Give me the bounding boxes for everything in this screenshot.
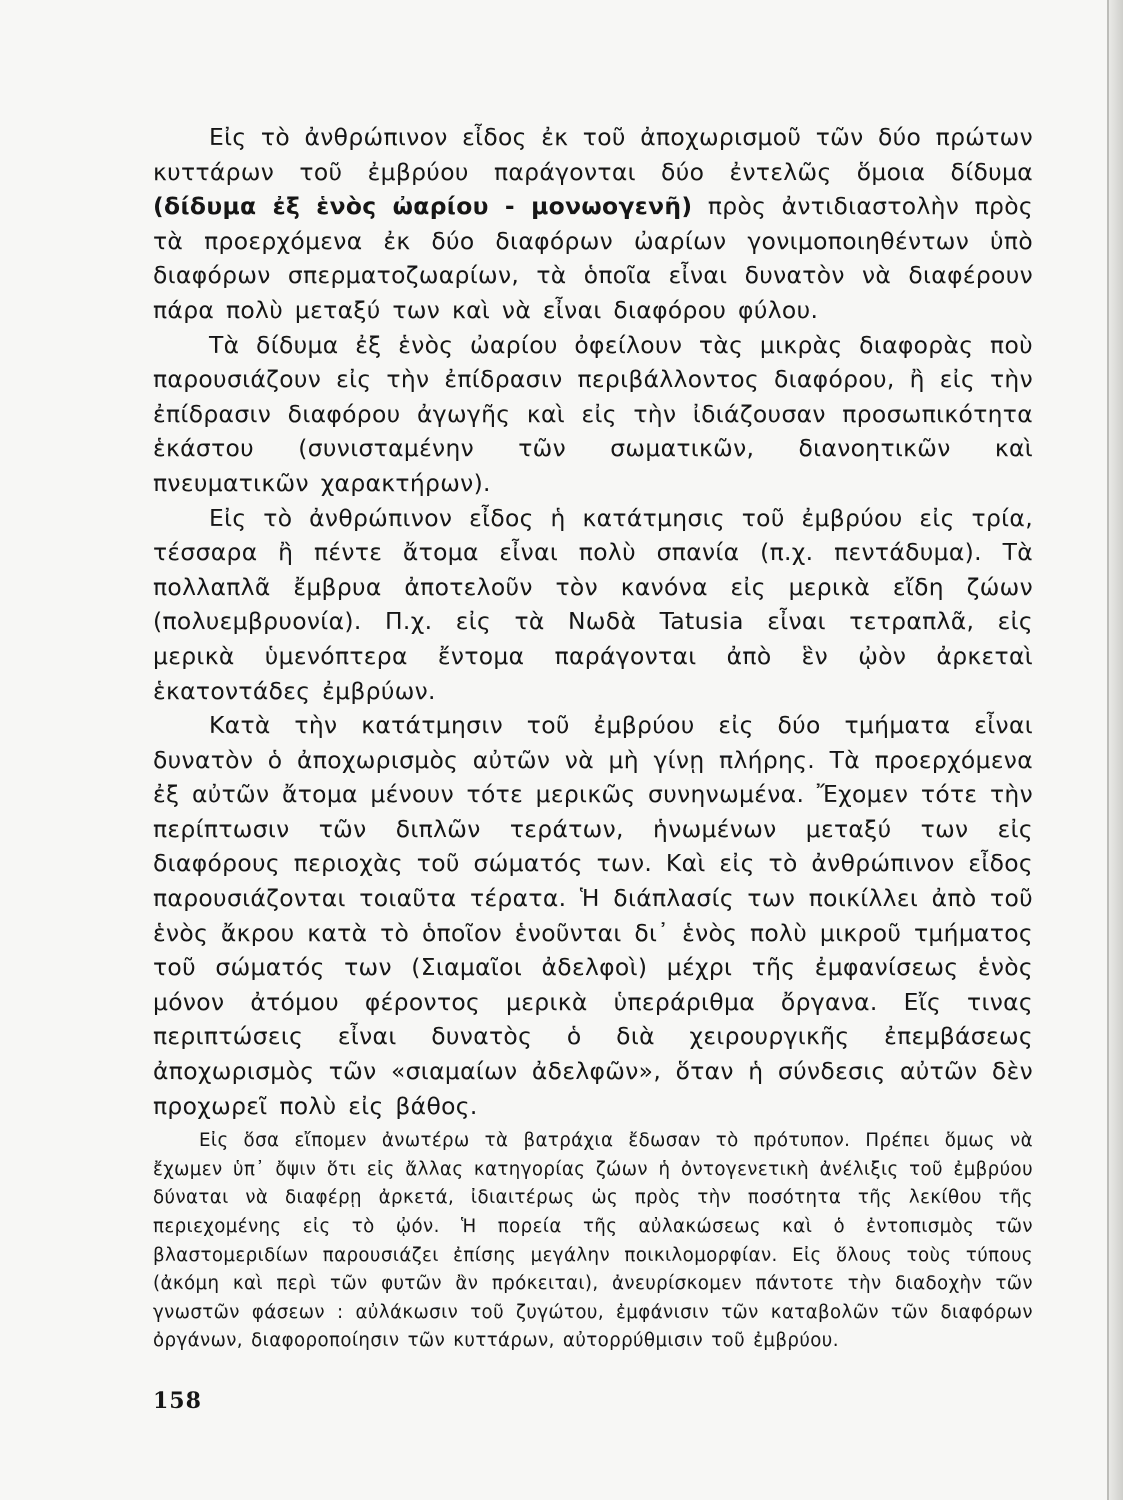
- paragraph-1-text-a: Εἰς τὸ ἀνθρώπινον εἶδος ἐκ τοῦ ἀποχωρισμοῦ τῶν δύο πρώτων κυττάρων τοῦ ἐμβρύου παράγονται δύο ἐντελῶς ὅμοια δίδυμα: [153, 123, 1033, 186]
- paragraph-5-small-print: Εἰς ὅσα εἴπομεν ἀνωτέρω τὰ βατράχια ἔδωσαν τὸ πρότυπον. Πρέπει ὅμως νὰ ἔχωμεν ὑπ᾽ ὄψιν ὅτι εἰς ἄλλας κατηγορίας ζώων ἡ ὀντογενετικὴ ἀνέλιξις τοῦ ἐμβρύου δύναται νὰ διαφέρῃ ἀρκετά, ἰδιαιτέρως ὡς πρὸς τὴν ποσότητα τῆς λεκίθου τῆς περιεχομένης εἰς τὸ ᾠόν. Ἡ πορεία τῆς αὐλακώσεως καὶ ὁ ἐντοπισμὸς τῶν βλαστομεριδίων παρουσιάζει ἐπίσης μεγάλην ποικιλομορφίαν. Εἰς ὅλους τοὺς τύπους (ἀκόμη καὶ περὶ τῶν φυτῶν ἂν πρόκειται), ἀνευρίσκομεν πάντοτε τὴν διαδοχὴν τῶν γνωστῶν φάσεων : αὐλάκωσιν τοῦ ζυγώτου, ἐμφάνισιν τῶν καταβολῶν τῶν διαφόρων ὀργάνων, διαφοροποίησιν τῶν κυττάρων, αὐτορρύθμισιν τοῦ ἐμβρύου.: [153, 1130, 1033, 1352]
- paragraph-1-text-b: πρὸς ἀντιδιαστολὴν πρὸς τὰ προερχόμενα ἐκ δύο διαφόρων ὠαρίων γονιμοποιηθέντων ὑπὸ διαφόρων σπερματοζωαρίων, τὰ ὁποῖα εἶναι δυνατὸν νὰ διαφέρουν πάρα πολὺ μεταξύ των καὶ νὰ εἶναι διαφόρου φύλου.: [153, 192, 1033, 324]
- paragraph-3: Εἰς τὸ ἀνθρώπινον εἶδος ἡ κατάτμησις τοῦ ἐμβρύου εἰς τρία, τέσσαρα ἢ πέντε ἄτομα εἶναι πολὺ σπανία (π.χ. πεντάδυμα). Τὰ πολλαπλᾶ ἔμβρυα ἀποτελοῦν τὸν κανόνα εἰς μερικὰ εἴδη ζώων (πολυεμβρυονία). Π.χ. εἰς τὰ Νωδὰ Tatusia εἶναι τετραπλᾶ, εἰς μερικὰ ὑμενόπτερα ἔντομα παράγονται ἀπὸ ἓν ᾠὸν ἀρκεταὶ ἑκατοντάδες ἐμβρύων.: [153, 503, 1033, 705]
- paragraph-1-emphasis: (δίδυμα ἐξ ἑνὸς ὠαρίου - μονωογενῆ): [153, 192, 693, 221]
- page-number: 158: [153, 1388, 202, 1414]
- page-edge: [1109, 0, 1123, 1500]
- page-body: [153, 120, 1033, 1356]
- paragraph-1: [153, 120, 1033, 328]
- paragraph-4: Κατὰ τὴν κατάτμησιν τοῦ ἐμβρύου εἰς δύο τμήματα εἶναι δυνατὸν ὁ ἀποχωρισμὸς αὐτῶν νὰ μὴ γίνῃ πλήρης. Τὰ προερχόμενα ἐξ αὐτῶν ἄτομα μένουν τότε μερικῶς συνηνωμένα. Ἔχομεν τότε τὴν περίπτωσιν τῶν διπλῶν τεράτων, ἡνωμένων μεταξύ των εἰς διαφόρους περιοχὰς τοῦ σώματός των. Καὶ εἰς τὸ ἀνθρώπινον εἶδος παρουσιάζονται τοιαῦτα τέρατα. Ἡ διάπλασίς των ποικίλλει ἀπὸ τοῦ ἑνὸς ἄκρου κατὰ τὸ ὁποῖον ἑνοῦνται δι᾽ ἑνὸς πολὺ μικροῦ τμήματος τοῦ σώματός των (Σιαμαῖοι ἀδελφοὶ) μέχρι τῆς ἐμφανίσεως ἑνὸς μόνον ἀτόμου φέροντος μερικὰ ὑπεράριθμα ὄργανα. Εἴς τινας περιπτώσεις εἶναι δυνατὸς ὁ διὰ χειρουργικῆς ἐπεμβάσεως ἀποχωρισμὸς τῶν «σιαμαίων ἀδελφῶν», ὅταν ἡ σύνδεσις αὐτῶν δὲν προχωρεῖ πολὺ εἰς βάθος.: [153, 711, 1033, 1120]
- paragraph-2: Τὰ δίδυμα ἐξ ἑνὸς ὠαρίου ὀφείλουν τὰς μικρὰς διαφορὰς ποὺ παρουσιάζουν εἰς τὴν ἐπίδρασιν περιβάλλοντος διαφόρου, ἢ εἰς τὴν ἐπίδρασιν διαφόρου ἀγωγῆς καὶ εἰς τὴν ἰδιάζουσαν προσωπικότητα ἑκάστου (συνισταμένην τῶν σωματικῶν, διανοητικῶν καὶ πνευματικῶν χαρακτήρων).: [153, 330, 1033, 497]
